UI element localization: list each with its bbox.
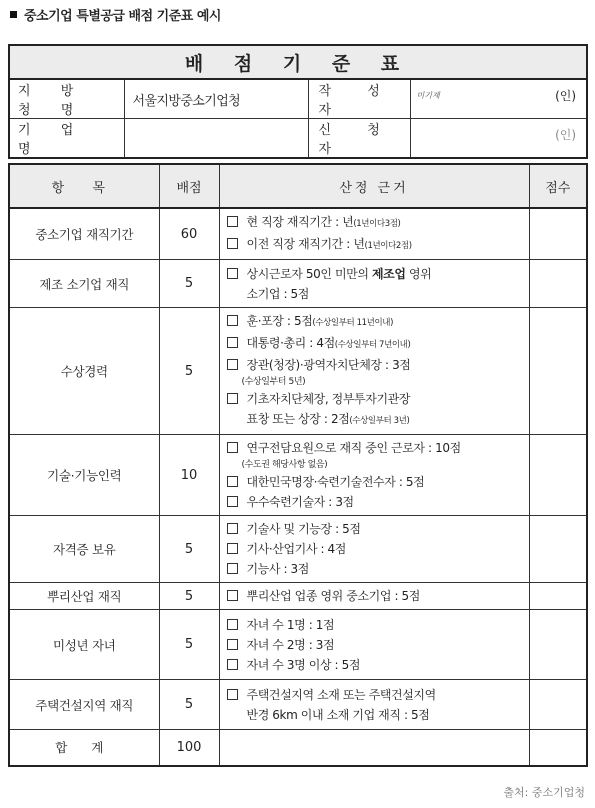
row-item: 자격증 보유	[9, 516, 159, 583]
basis-text: 장관(청장)·광역자치단체장 : 3점	[246, 358, 411, 372]
checkbox-icon[interactable]	[227, 315, 238, 326]
score-cell[interactable]	[529, 435, 587, 516]
basis-line	[227, 212, 529, 234]
label-applicant: 신 청 자	[308, 119, 410, 159]
score-cell[interactable]	[529, 516, 587, 583]
basis-line	[227, 333, 529, 355]
row-points: 5	[159, 680, 219, 730]
caption-text: 중소기업 특별공급 배점 기준표 예시	[24, 9, 221, 24]
row-points: 5	[159, 610, 219, 680]
basis-line	[227, 635, 529, 655]
basis-text: 자녀 수 1명 : 1점	[246, 617, 335, 632]
row-item: 중소기업 재직기간	[9, 208, 159, 260]
value-regional-office: 서울지방중소기업청	[124, 79, 308, 119]
basis-text: 주택건설지역 소재 또는 주택건설지역	[246, 687, 436, 702]
basis-text: 이전 직장 재직기간 : 년	[246, 237, 365, 251]
checkbox-icon[interactable]	[227, 659, 238, 670]
score-cell[interactable]	[529, 208, 587, 260]
table-row	[9, 208, 587, 260]
value-company-name	[124, 119, 308, 159]
row-points: 60	[159, 208, 219, 260]
basis-text: 기술사 및 기능장 : 5점	[246, 522, 361, 536]
basis-line	[227, 492, 529, 512]
checkbox-icon[interactable]	[227, 393, 238, 404]
label-regional-office: 지 방 청 명	[9, 79, 124, 119]
header-score: 점수	[529, 164, 587, 208]
checkbox-icon[interactable]	[227, 216, 238, 227]
header-item: 항 목	[9, 164, 159, 208]
applicant-signature-cell	[410, 119, 587, 159]
basis-bold-text: 제조업	[371, 266, 406, 281]
basis-text: 우수숙련기술자 : 3점	[246, 495, 354, 509]
total-label: 합 계	[9, 730, 159, 766]
total-row	[9, 730, 587, 766]
header-points: 배점	[159, 164, 219, 208]
row-item: 미성년 자녀	[9, 610, 159, 680]
author-signature-cell	[410, 79, 587, 119]
basis-note: (수도권 해당사항 없음)	[241, 460, 328, 470]
basis-small-note: (수상일부터 11년이내)	[312, 318, 394, 328]
square-bullet-icon	[10, 11, 17, 18]
score-cell[interactable]	[529, 260, 587, 308]
checkbox-icon[interactable]	[227, 523, 238, 534]
row-points: 5	[159, 260, 219, 308]
basis-small-note: (수상일부터 3년)	[349, 416, 410, 426]
row-points: 5	[159, 583, 219, 610]
basis-line	[227, 284, 529, 304]
author-note: 미기재	[416, 91, 440, 100]
basis-note: (수상일부터 5년)	[241, 377, 306, 387]
scoring-table	[8, 163, 588, 767]
score-cell[interactable]	[529, 610, 587, 680]
applicant-seal: (인)	[555, 128, 577, 142]
table-row	[9, 516, 587, 583]
total-score-cell[interactable]	[529, 730, 587, 766]
source-note: 출처: 중소기업청	[503, 786, 585, 799]
basis-text: 뿌리산업 업종 영위 중소기업 : 5점	[246, 589, 420, 603]
row-basis	[219, 583, 529, 610]
basis-text: 표창 또는 상장 : 2점	[246, 412, 350, 426]
score-cell[interactable]	[529, 583, 587, 610]
checkbox-icon[interactable]	[227, 496, 238, 507]
basis-line	[227, 458, 529, 472]
basis-text: 상시근로자 50인 미만의	[246, 266, 372, 281]
basis-line	[227, 409, 529, 431]
form-title: 배 점 기 준 표	[9, 45, 587, 79]
table-row	[9, 583, 587, 610]
checkbox-icon[interactable]	[227, 619, 238, 630]
label-company-name: 기 업 명	[9, 119, 124, 159]
basis-text: 연구전담요원으로 재직 중인 근로자 : 10점	[246, 441, 461, 455]
label-author: 작 성 자	[308, 79, 410, 119]
basis-text: 훈·포장 : 5점	[246, 314, 313, 328]
checkbox-icon[interactable]	[227, 543, 238, 554]
row-basis	[219, 208, 529, 260]
checkbox-icon[interactable]	[227, 689, 238, 700]
basis-line	[227, 311, 529, 333]
table-row	[9, 610, 587, 680]
basis-line	[227, 355, 529, 375]
basis-text-after: 영위	[405, 266, 432, 281]
row-item: 뿌리산업 재직	[9, 583, 159, 610]
table-row	[9, 680, 587, 730]
row-points: 5	[159, 308, 219, 435]
basis-text: 기초자치단체장, 정부투자기관장	[246, 392, 411, 406]
checkbox-icon[interactable]	[227, 337, 238, 348]
checkbox-icon[interactable]	[227, 442, 238, 453]
row-item: 수상경력	[9, 308, 159, 435]
author-seal: (인)	[555, 89, 577, 103]
table-row	[9, 435, 587, 516]
row-basis	[219, 610, 529, 680]
caption	[10, 5, 221, 24]
score-cell[interactable]	[529, 680, 587, 730]
basis-line	[227, 655, 529, 675]
total-points: 100	[159, 730, 219, 766]
basis-text: 현 직장 재직기간 : 년	[246, 215, 354, 229]
basis-line	[227, 586, 529, 606]
basis-small-note: (1년이다2점)	[364, 241, 412, 251]
basis-line	[227, 375, 529, 389]
basis-text: 반경 6km 이내 소재 기업 재직 : 5점	[246, 707, 430, 722]
checkbox-icon[interactable]	[227, 268, 238, 279]
row-item: 제조 소기업 재직	[9, 260, 159, 308]
checkbox-icon[interactable]	[227, 238, 238, 249]
basis-line	[227, 264, 529, 284]
checkbox-icon[interactable]	[227, 359, 238, 370]
row-basis	[219, 435, 529, 516]
row-item: 주택건설지역 재직	[9, 680, 159, 730]
basis-text: 기능사 : 3점	[246, 562, 309, 576]
basis-line	[227, 234, 529, 256]
basis-line	[227, 615, 529, 635]
basis-line	[227, 705, 529, 725]
table-row	[9, 260, 587, 308]
basis-text: 대통령·총리 : 4점	[246, 336, 335, 350]
basis-line	[227, 438, 529, 458]
row-points: 10	[159, 435, 219, 516]
basis-small-note: (수상일부터 7년이내)	[334, 340, 411, 350]
header-basis: 산정 근거	[219, 164, 529, 208]
basis-line	[227, 685, 529, 705]
row-basis	[219, 516, 529, 583]
table-row	[9, 308, 587, 435]
basis-line	[227, 539, 529, 559]
basis-small-note: (1년이다3점)	[353, 219, 401, 229]
row-basis	[219, 260, 529, 308]
total-basis	[219, 730, 529, 766]
checkbox-icon[interactable]	[227, 639, 238, 650]
basis-text: 소기업 : 5점	[246, 286, 309, 301]
basis-line	[227, 519, 529, 539]
form-header-table	[8, 44, 588, 159]
basis-text: 자녀 수 3명 이상 : 5점	[246, 657, 361, 672]
basis-text: 대한민국명장·숙련기술전수자 : 5점	[246, 475, 425, 489]
checkbox-icon[interactable]	[227, 563, 238, 574]
row-basis	[219, 308, 529, 435]
basis-line	[227, 472, 529, 492]
basis-text: 기사·산업기사 : 4점	[246, 542, 346, 556]
row-item: 기술·기능인력	[9, 435, 159, 516]
row-points: 5	[159, 516, 219, 583]
row-basis	[219, 680, 529, 730]
score-cell[interactable]	[529, 308, 587, 435]
basis-text: 자녀 수 2명 : 3점	[246, 637, 335, 652]
checkbox-icon[interactable]	[227, 476, 238, 487]
checkbox-icon[interactable]	[227, 590, 238, 601]
basis-line	[227, 559, 529, 579]
basis-line	[227, 389, 529, 409]
